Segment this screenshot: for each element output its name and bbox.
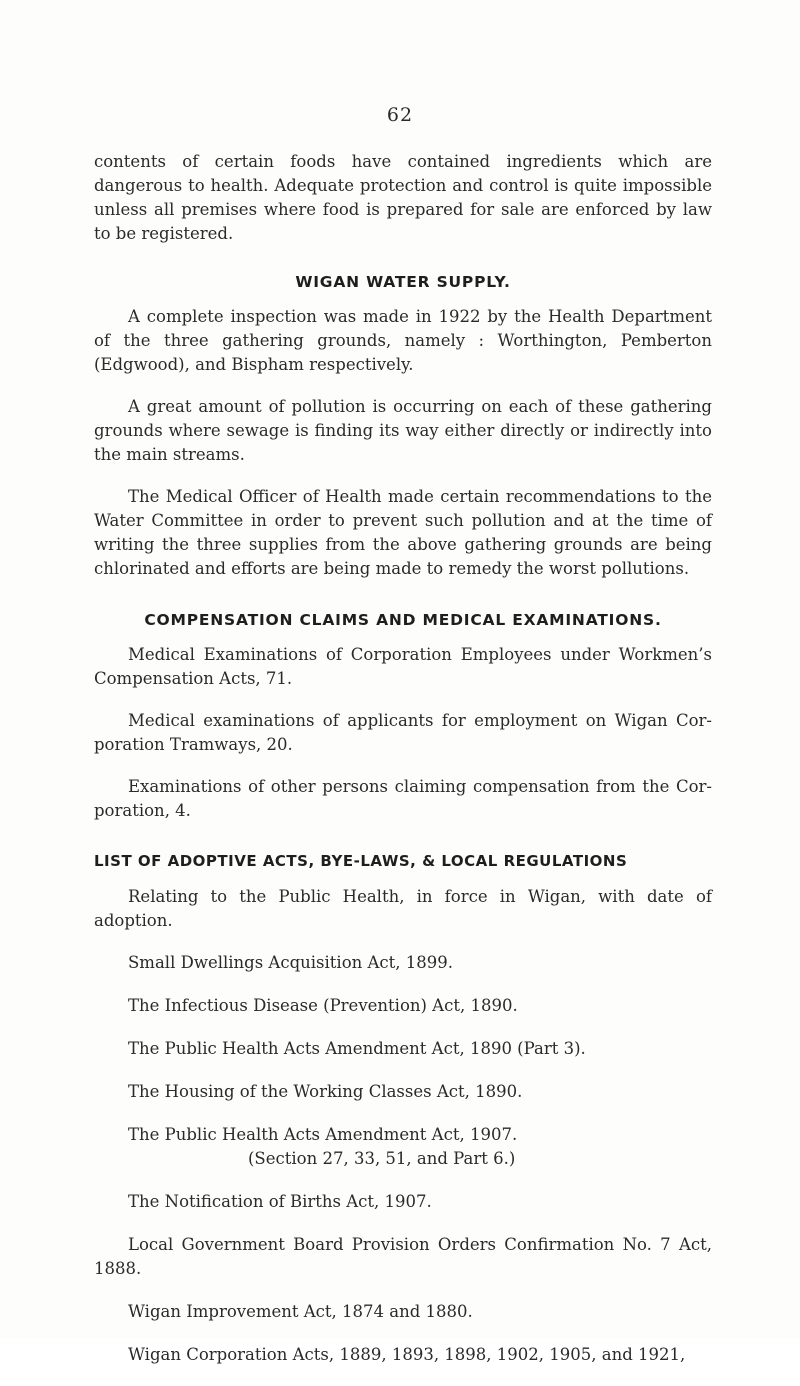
page-body bbox=[94, 150, 712, 1386]
list-item-with-sub bbox=[94, 1123, 712, 1171]
list-item: The Public Health Acts Amendment Act, 1890 (Part 3). bbox=[128, 1039, 586, 1058]
adoptive-acts-heading: LIST OF ADOPTIVE ACTS, BYE-LAWS, & LOCAL REGULATIONS bbox=[94, 852, 628, 870]
list-item: The Housing of the Working Classes Act, 1890. bbox=[128, 1082, 523, 1101]
list-item-subline: (Section 27, 33, 51, and Part 6.) bbox=[248, 1149, 516, 1168]
list-item: Local Government Board Provision Orders Confirmation No. 7 Act, 1888. bbox=[94, 1235, 712, 1278]
adoptive-acts-lead: Relating to the Public Health, in force in Wigan, with date of adoption. bbox=[94, 887, 712, 930]
list-item: Wigan Corporation Acts, 1889, 1893, 1898, 1902, 1905, and 1921, bbox=[128, 1345, 686, 1364]
compensation-heading: COMPENSATION CLAIMS AND MEDICAL EXAMINATIONS. bbox=[144, 611, 662, 629]
water-paragraph-2: A great amount of pollution is occurring on each of these gathering grounds where sewage is finding its way either directly or indirectly into the main streams. bbox=[94, 397, 712, 464]
list-item: Wigan Improvement Act, 1874 and 1880. bbox=[128, 1302, 473, 1321]
compensation-paragraph-2: Medical examinations of applicants for employment on Wigan Cor- poration Tramways, 20. bbox=[94, 711, 712, 754]
compensation-paragraph-3: Examinations of other persons claiming compensation from the Cor- poration, 4. bbox=[94, 777, 712, 820]
intro-paragraph: contents of certain foods have contained ingredients which are dangerous to health. Adequate protection and control is quite impossible unless all premises where food is prepared for sale are enforced by law to be registered. bbox=[94, 152, 712, 243]
compensation-paragraph-1: Medical Examinations of Corporation Employees under Workmen’s Compensation Acts, 71. bbox=[94, 645, 712, 688]
water-supply-heading: WIGAN WATER SUPPLY. bbox=[295, 273, 511, 291]
list-item: The Notification of Births Act, 1907. bbox=[128, 1192, 432, 1211]
water-paragraph-1: A complete inspection was made in 1922 by the Health Department of the three gathering grounds, namely : Worthington, Pemberton (Edgwood), and Bispham respectively. bbox=[94, 307, 712, 374]
water-paragraph-3: The Medical Officer of Health made certain recommendations to the Water Committee in order to prevent such pollution and at the time of writing the three supplies from the above gathering grounds are being chlorinated and efforts are being made to remedy the worst pollutions. bbox=[94, 487, 712, 578]
list-item: The Infectious Disease (Prevention) Act, 1890. bbox=[128, 996, 518, 1015]
adoptive-acts-list bbox=[94, 951, 712, 1367]
page-number: 62 bbox=[386, 104, 414, 126]
list-item-text: The Public Health Acts Amendment Act, 1907. bbox=[128, 1125, 518, 1144]
list-item: Small Dwellings Acquisition Act, 1899. bbox=[128, 953, 454, 972]
